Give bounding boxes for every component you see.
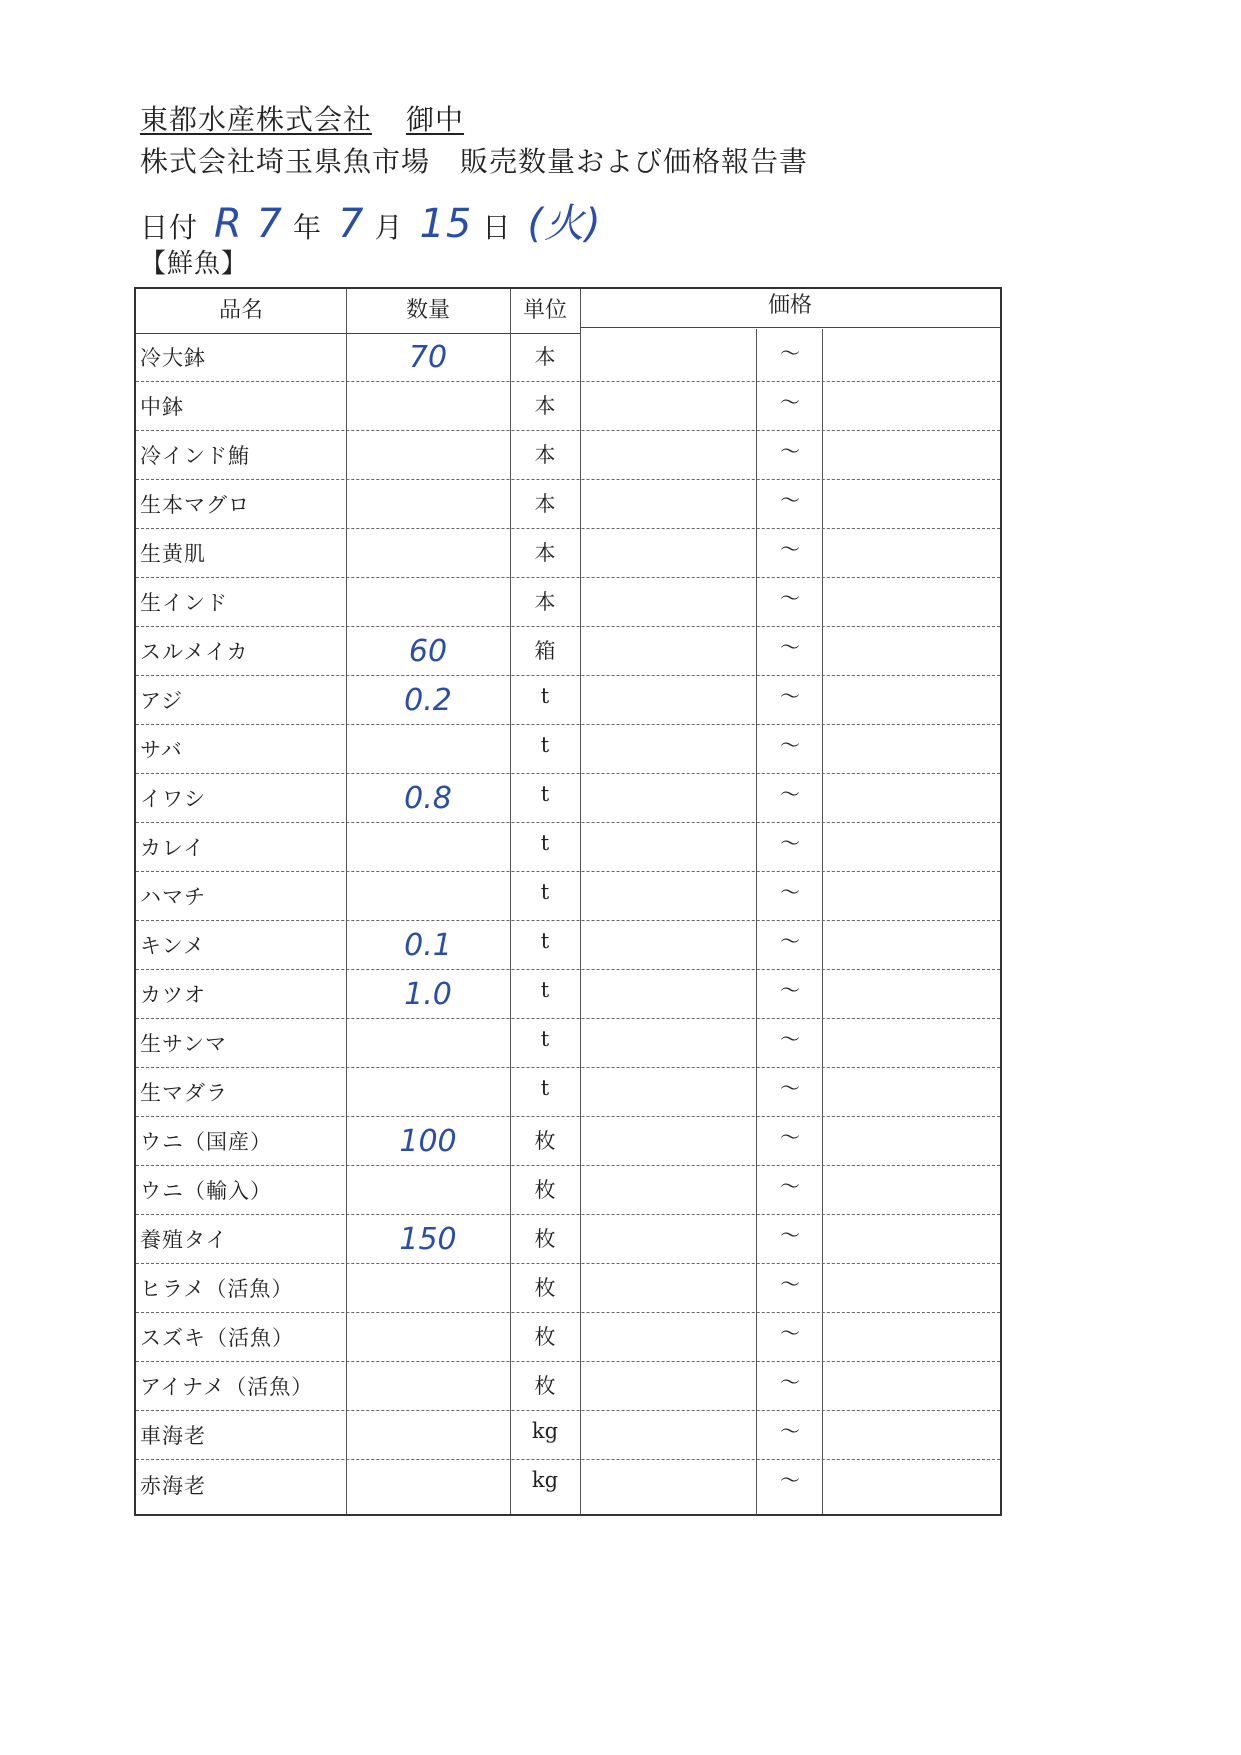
item-quantity <box>348 1460 508 1509</box>
price-low-cell <box>582 333 758 381</box>
item-quantity-text: 100 <box>399 1123 457 1159</box>
price-range-tilde-text: 〜 <box>780 929 800 953</box>
price-range-tilde-text: 〜 <box>780 831 800 855</box>
item-unit-text: t <box>540 978 550 1002</box>
item-quantity-text: 70 <box>408 339 448 375</box>
price-low-cell <box>582 529 758 577</box>
day-label: 日 <box>482 211 512 244</box>
price-high-cell <box>824 431 1000 479</box>
item-name <box>140 480 340 528</box>
weekday: (火) <box>527 201 602 247</box>
column-header-unit: 単位 <box>522 298 567 323</box>
item-unit-text: t <box>540 929 550 953</box>
item-quantity <box>348 1117 508 1165</box>
item-unit-text: 本 <box>534 590 556 614</box>
price-range-tilde-text: 〜 <box>780 1223 800 1247</box>
price-range-tilde <box>758 1411 822 1459</box>
price-high-cell <box>824 725 1000 773</box>
item-quantity-text: 150 <box>399 1221 457 1257</box>
item-unit <box>512 1362 578 1410</box>
item-unit <box>512 872 578 920</box>
item-unit-text: t <box>540 782 550 806</box>
table-row <box>136 1068 1000 1117</box>
item-name-text: 生本マグロ <box>140 493 250 517</box>
item-name <box>140 333 340 381</box>
table-row <box>136 725 1000 774</box>
item-quantity <box>348 529 508 577</box>
price-range-tilde <box>758 1264 822 1312</box>
item-unit-text: 本 <box>534 541 556 565</box>
item-quantity <box>348 725 508 773</box>
item-unit-text: t <box>540 831 550 855</box>
price-range-tilde <box>758 774 822 822</box>
item-unit-text: 枚 <box>534 1178 556 1202</box>
item-name <box>140 970 340 1018</box>
price-range-tilde-text: 〜 <box>780 1125 800 1149</box>
item-unit <box>512 1264 578 1312</box>
price-range-tilde-text: 〜 <box>780 1321 800 1345</box>
item-unit <box>512 1019 578 1067</box>
price-range-tilde-text: 〜 <box>780 684 800 708</box>
price-range-tilde <box>758 1166 822 1214</box>
item-name-text: ウニ（輸入） <box>140 1179 272 1203</box>
item-unit-text: 本 <box>534 443 556 467</box>
item-unit-text: 枚 <box>534 1276 556 1300</box>
table-row <box>136 1362 1000 1411</box>
item-name <box>140 627 340 675</box>
price-range-tilde <box>758 921 822 969</box>
item-unit <box>512 480 578 528</box>
price-high-cell <box>824 1411 1000 1459</box>
item-quantity <box>348 578 508 626</box>
item-quantity <box>348 431 508 479</box>
price-range-tilde-text: 〜 <box>780 1076 800 1100</box>
price-range-tilde <box>758 1068 822 1116</box>
honorific: 御中 <box>406 103 465 136</box>
item-unit-text: 枚 <box>534 1325 556 1349</box>
month: 7 <box>338 201 365 247</box>
item-unit-text: kg <box>531 1468 559 1492</box>
item-unit <box>512 921 578 969</box>
price-range-tilde <box>758 431 822 479</box>
table-row <box>136 627 1000 676</box>
price-high-cell <box>824 1117 1000 1165</box>
item-unit-text: t <box>540 1027 550 1051</box>
price-high-cell <box>824 627 1000 675</box>
item-quantity <box>348 1264 508 1312</box>
item-quantity <box>348 676 508 724</box>
item-quantity <box>348 382 508 430</box>
item-unit <box>512 823 578 871</box>
item-quantity <box>348 1362 508 1410</box>
item-name-text: ウニ（国産） <box>140 1130 272 1154</box>
price-low-cell <box>582 1117 758 1165</box>
price-range-tilde <box>758 872 822 920</box>
item-quantity <box>348 1166 508 1214</box>
item-unit-text: 枚 <box>534 1129 556 1153</box>
item-unit-text: 箱 <box>534 639 556 663</box>
item-quantity <box>348 872 508 920</box>
year-label: 年 <box>292 211 322 244</box>
price-low-cell <box>582 1362 758 1410</box>
date-line <box>140 192 612 249</box>
price-low-cell <box>582 921 758 969</box>
item-unit <box>512 725 578 773</box>
price-range-tilde <box>758 529 822 577</box>
item-quantity-text: 0.1 <box>404 927 452 963</box>
price-range-tilde-text: 〜 <box>780 1027 800 1051</box>
price-high-cell <box>824 1460 1000 1509</box>
price-high-cell <box>824 1166 1000 1214</box>
table-row <box>136 774 1000 823</box>
column-header-quantity: 数量 <box>405 298 450 323</box>
item-name <box>140 431 340 479</box>
table-row <box>136 1166 1000 1215</box>
item-quantity <box>348 921 508 969</box>
date-label: 日付 <box>140 211 199 244</box>
price-range-tilde-text: 〜 <box>780 635 800 659</box>
table-row <box>136 1411 1000 1460</box>
item-name <box>140 578 340 626</box>
price-high-cell <box>824 1068 1000 1116</box>
item-name <box>140 774 340 822</box>
price-high-cell <box>824 1215 1000 1263</box>
price-low-cell <box>582 1264 758 1312</box>
item-name-text: カレイ <box>140 836 205 860</box>
item-unit <box>512 431 578 479</box>
price-range-tilde-text: 〜 <box>780 488 800 512</box>
price-low-cell <box>582 382 758 430</box>
item-name-text: 車海老 <box>140 1424 206 1448</box>
price-high-cell <box>824 676 1000 724</box>
table-row <box>136 823 1000 872</box>
item-name <box>140 1117 340 1165</box>
item-unit <box>512 970 578 1018</box>
item-unit <box>512 1166 578 1214</box>
item-name <box>140 1215 340 1263</box>
item-name <box>140 1362 340 1410</box>
item-name <box>140 1166 340 1214</box>
item-unit-text: t <box>540 880 550 904</box>
section-label: 【鮮魚】 <box>140 249 249 279</box>
item-unit-text: 枚 <box>534 1227 556 1251</box>
item-name-text: 生マダラ <box>140 1081 228 1105</box>
item-unit-text: 本 <box>534 492 556 516</box>
price-range-tilde <box>758 578 822 626</box>
table-row <box>136 529 1000 578</box>
price-high-cell <box>824 921 1000 969</box>
column-header-price: 価格 <box>767 293 812 318</box>
item-unit-text: t <box>540 733 550 757</box>
price-high-cell <box>824 382 1000 430</box>
item-name-text: キンメ <box>140 934 206 958</box>
item-name-text: スルメイカ <box>140 640 249 664</box>
item-quantity-text: 60 <box>408 633 448 669</box>
price-range-tilde <box>758 480 822 528</box>
item-name-text: スズキ（活魚） <box>140 1326 294 1350</box>
item-unit-text: t <box>540 1076 550 1100</box>
report-table <box>134 287 1002 1516</box>
day: 15 <box>419 201 473 247</box>
item-quantity <box>348 1313 508 1361</box>
item-name-text: 中鉢 <box>140 395 184 419</box>
price-range-tilde <box>758 725 822 773</box>
table-row <box>136 1215 1000 1264</box>
price-low-cell <box>582 1411 758 1459</box>
item-name-text: サバ <box>140 738 183 762</box>
item-name <box>140 1264 340 1312</box>
price-range-tilde-text: 〜 <box>780 1174 800 1198</box>
table-row <box>136 382 1000 431</box>
price-range-tilde-text: 〜 <box>780 586 800 610</box>
price-range-tilde <box>758 1117 822 1165</box>
price-low-cell <box>582 872 758 920</box>
item-unit <box>512 627 578 675</box>
item-name <box>140 676 340 724</box>
price-low-cell <box>582 1460 758 1509</box>
table-row <box>136 480 1000 529</box>
price-range-tilde-text: 〜 <box>780 1468 800 1492</box>
column-header-name: 品名 <box>218 298 263 323</box>
item-name-text: 冷インド鮪 <box>140 444 250 468</box>
item-name <box>140 529 340 577</box>
table-row <box>136 872 1000 921</box>
price-range-tilde-text: 〜 <box>780 1419 800 1443</box>
item-quantity-text: 0.8 <box>404 780 452 816</box>
item-quantity <box>348 1019 508 1067</box>
item-name <box>140 382 340 430</box>
price-high-cell <box>824 1362 1000 1410</box>
sender: 株式会社埼玉県魚市場 <box>140 145 431 178</box>
table-row <box>136 431 1000 480</box>
table-row <box>136 1264 1000 1313</box>
item-unit-text: 本 <box>534 394 556 418</box>
price-range-tilde-text: 〜 <box>780 537 800 561</box>
price-low-cell <box>582 1019 758 1067</box>
price-range-tilde-text: 〜 <box>780 1272 800 1296</box>
price-range-tilde <box>758 627 822 675</box>
price-high-cell <box>824 578 1000 626</box>
price-range-tilde <box>758 382 822 430</box>
item-quantity-text: 1.0 <box>404 976 452 1012</box>
header-divider <box>581 327 1000 328</box>
price-range-tilde-text: 〜 <box>780 341 800 365</box>
table-row <box>136 578 1000 627</box>
item-quantity <box>348 1215 508 1263</box>
price-range-tilde-text: 〜 <box>780 880 800 904</box>
item-unit <box>512 1117 578 1165</box>
table-row <box>136 1460 1000 1509</box>
item-unit <box>512 676 578 724</box>
table-row <box>136 333 1000 382</box>
price-range-tilde <box>758 1215 822 1263</box>
item-quantity <box>348 480 508 528</box>
item-unit <box>512 1068 578 1116</box>
item-name <box>140 872 340 920</box>
item-name <box>140 1313 340 1361</box>
item-name-text: 冷大鉢 <box>140 346 206 370</box>
price-high-cell <box>824 774 1000 822</box>
price-range-tilde <box>758 970 822 1018</box>
item-name <box>140 1019 340 1067</box>
price-range-tilde-text: 〜 <box>780 1370 800 1394</box>
item-name <box>140 1068 340 1116</box>
item-quantity <box>348 1411 508 1459</box>
item-name-text: 生サンマ <box>140 1032 227 1056</box>
table-row <box>136 1019 1000 1068</box>
item-unit <box>512 1313 578 1361</box>
price-high-cell <box>824 1019 1000 1067</box>
price-low-cell <box>582 578 758 626</box>
price-high-cell <box>824 333 1000 381</box>
price-high-cell <box>824 872 1000 920</box>
item-name <box>140 1460 340 1509</box>
table-row <box>136 1117 1000 1166</box>
price-range-tilde <box>758 1362 822 1410</box>
report-title: 販売数量および価格報告書 <box>460 145 809 178</box>
recipient: 東都水産株式会社 <box>140 103 373 136</box>
item-unit-text: 枚 <box>534 1374 556 1398</box>
price-range-tilde-text: 〜 <box>780 390 800 414</box>
price-range-tilde <box>758 676 822 724</box>
price-range-tilde <box>758 823 822 871</box>
table-row <box>136 676 1000 725</box>
item-name-text: アイナメ（活魚） <box>140 1375 314 1399</box>
item-unit <box>512 333 578 381</box>
price-low-cell <box>582 627 758 675</box>
item-unit-text: kg <box>531 1419 559 1443</box>
item-quantity <box>348 627 508 675</box>
item-name <box>140 725 340 773</box>
item-name <box>140 823 340 871</box>
item-unit <box>512 529 578 577</box>
item-quantity <box>348 1068 508 1116</box>
month-label: 月 <box>374 211 404 244</box>
item-unit-text: t <box>540 684 550 708</box>
price-high-cell <box>824 970 1000 1018</box>
price-low-cell <box>582 725 758 773</box>
era-year: R 7 <box>214 201 283 247</box>
price-range-tilde-text: 〜 <box>780 978 800 1002</box>
price-range-tilde <box>758 1313 822 1361</box>
item-quantity-text: 0.2 <box>404 682 452 718</box>
item-unit <box>512 578 578 626</box>
price-high-cell <box>824 1264 1000 1312</box>
item-name-text: ヒラメ（活魚） <box>140 1277 294 1301</box>
price-low-cell <box>582 970 758 1018</box>
price-high-cell <box>824 529 1000 577</box>
price-low-cell <box>582 676 758 724</box>
item-name-text: カツオ <box>140 983 206 1007</box>
item-name-text: 赤海老 <box>140 1473 206 1498</box>
item-unit <box>512 1215 578 1263</box>
table-row <box>136 921 1000 970</box>
item-name-text: 養殖タイ <box>140 1228 228 1252</box>
item-name-text: 生インド <box>140 591 228 615</box>
item-unit-text: 本 <box>534 345 556 369</box>
price-high-cell <box>824 1313 1000 1361</box>
item-quantity <box>348 774 508 822</box>
price-range-tilde-text: 〜 <box>780 782 800 806</box>
price-low-cell <box>582 823 758 871</box>
recipient-line <box>140 98 464 138</box>
item-unit <box>512 774 578 822</box>
item-name-text: アジ <box>140 689 184 713</box>
item-name <box>140 1411 340 1459</box>
item-unit <box>512 1411 578 1459</box>
price-low-cell <box>582 431 758 479</box>
item-quantity <box>348 333 508 381</box>
table-row <box>136 970 1000 1019</box>
price-low-cell <box>582 1313 758 1361</box>
title-line <box>140 140 808 180</box>
item-name-text: 生黄肌 <box>140 542 206 566</box>
item-quantity <box>348 823 508 871</box>
item-name <box>140 921 340 969</box>
price-high-cell <box>824 823 1000 871</box>
price-range-tilde <box>758 333 822 381</box>
price-low-cell <box>582 774 758 822</box>
price-low-cell <box>582 1068 758 1116</box>
item-quantity <box>348 970 508 1018</box>
price-range-tilde-text: 〜 <box>780 439 800 463</box>
item-unit <box>512 382 578 430</box>
price-range-tilde <box>758 1460 822 1509</box>
price-high-cell <box>824 480 1000 528</box>
item-name-text: イワシ <box>140 787 206 811</box>
price-low-cell <box>582 480 758 528</box>
price-range-tilde-text: 〜 <box>780 733 800 757</box>
item-unit <box>512 1460 578 1509</box>
price-range-tilde <box>758 1019 822 1067</box>
price-low-cell <box>582 1166 758 1214</box>
table-row <box>136 1313 1000 1362</box>
item-name-text: ハマチ <box>140 885 206 909</box>
price-low-cell <box>582 1215 758 1263</box>
